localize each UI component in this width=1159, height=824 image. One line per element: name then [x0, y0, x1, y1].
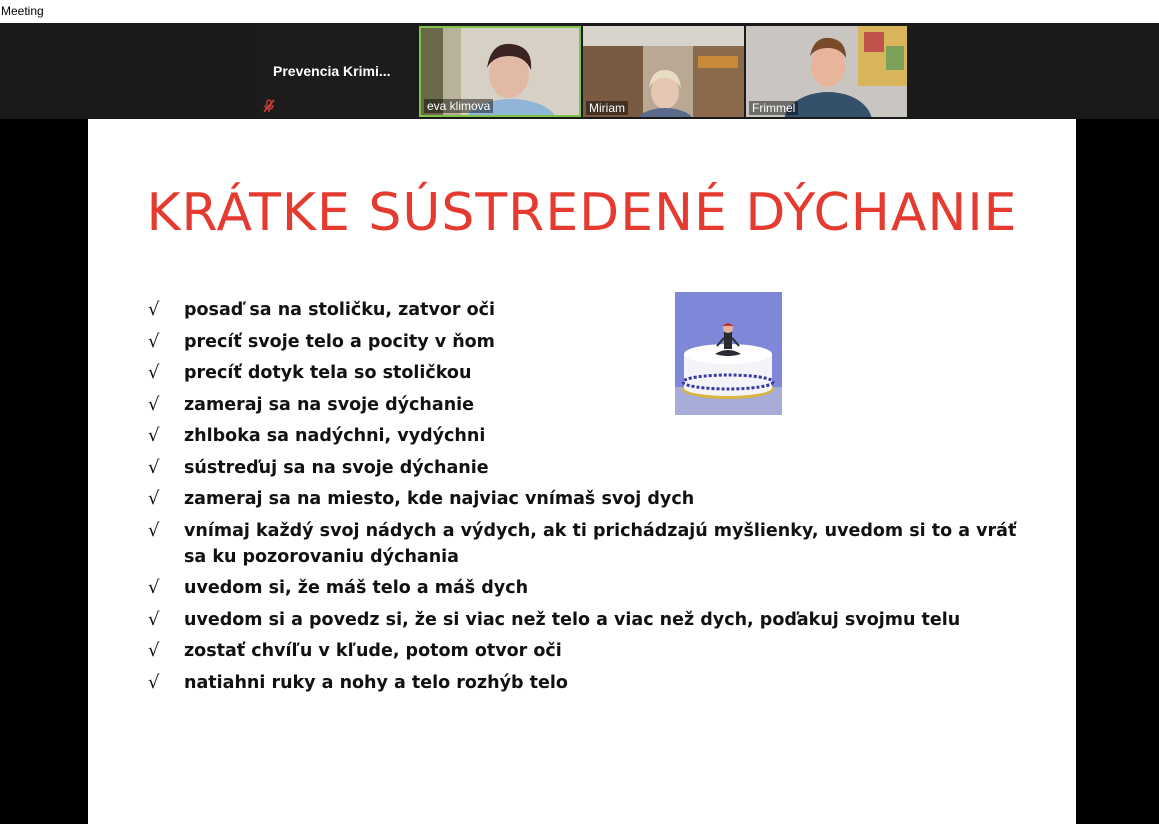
list-item: √ precíť svoje telo a pocity v ňom — [146, 329, 1026, 355]
participant-tile-host[interactable] — [257, 26, 419, 117]
checkmark-icon: √ — [148, 456, 160, 478]
list-item: √ natiahni ruky a nohy a telo rozhýb telo — [146, 670, 1026, 696]
meditation-cake-image — [675, 292, 782, 415]
checkmark-icon: √ — [148, 519, 160, 541]
checkmark-icon: √ — [148, 488, 160, 509]
window-titlebar — [0, 0, 1159, 24]
participant-tile-frimmel[interactable] — [746, 26, 907, 117]
list-item: √ uvedom si, že máš telo a máš dych — [146, 575, 1026, 601]
list-item: √ zhlboka sa nadýchni, vydýchni — [146, 423, 1026, 449]
checkmark-icon: √ — [148, 425, 160, 446]
list-item: √ vnímaj každý svoj nádych a výdych, ak ti prichádzajú myšlienky, uvedom si to a vráť sa ku pozorovaniu dýchania — [148, 519, 1017, 567]
microphone-muted-icon — [262, 99, 276, 113]
checkmark-icon: √ — [148, 640, 160, 661]
shared-slide — [88, 119, 1076, 824]
checkmark-icon: √ — [148, 330, 160, 352]
slide-title: KRÁTKE SÚSTREDENÉ DÝCHANIE — [146, 183, 1018, 243]
list-item: √ zameraj sa na svoje dýchanie — [146, 392, 1026, 418]
list-item: √ sústreďuj sa na svoje dýchanie — [146, 455, 1026, 481]
participant-tile-miriam[interactable] — [583, 26, 744, 117]
list-item: √ posaď sa na stoličku, zatvor oči — [146, 297, 1026, 323]
window-title: Meeting — [1, 4, 44, 18]
participant-tile-eva[interactable] — [419, 26, 581, 117]
participant-name: Miriam — [586, 101, 628, 115]
list-item: √ uvedom si a povedz si, že si viac než telo a viac než dych, poďakuj svojmu telu — [146, 607, 1026, 633]
participant-name: Frimmel — [749, 101, 798, 115]
checkmark-icon: √ — [148, 671, 160, 693]
participant-name: eva klimova — [424, 99, 493, 113]
checkmark-icon: √ — [148, 362, 160, 383]
list-item: √ precíť dotyk tela so stoličkou — [146, 360, 1026, 386]
participant-name: Prevencia Krimi... — [273, 63, 391, 79]
instruction-list — [146, 297, 1026, 701]
list-item: √ zostať chvíľu v kľude, potom otvor oči — [146, 638, 1026, 664]
checkmark-icon: √ — [148, 608, 160, 630]
checkmark-icon: √ — [148, 393, 160, 415]
checkmark-icon: √ — [148, 577, 160, 598]
list-item: √ zameraj sa na miesto, kde najviac vnímaš svoj dych — [146, 486, 1026, 512]
checkmark-icon: √ — [148, 299, 160, 320]
